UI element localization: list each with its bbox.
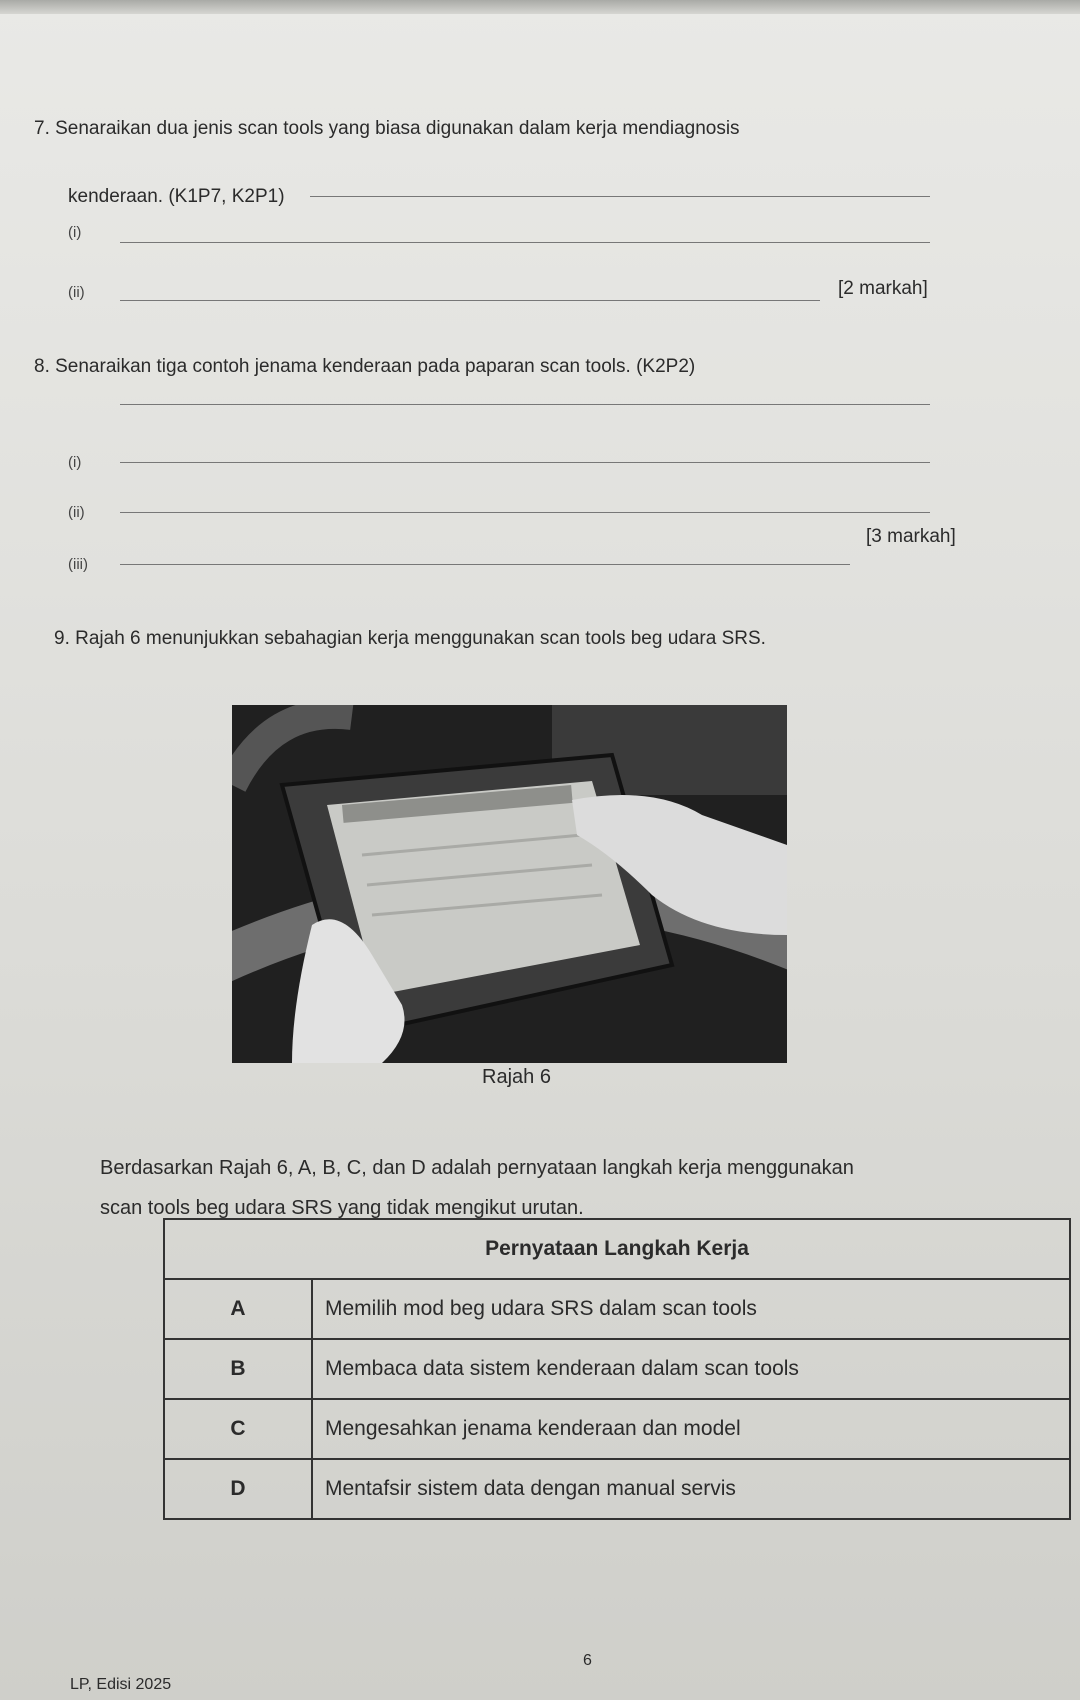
q8-answer-line-1 (120, 462, 930, 463)
table-row (164, 1399, 1070, 1459)
scan-tool-illustration (232, 705, 787, 1063)
q8-marks: [3 markah] (866, 526, 956, 547)
q7-text: 7. Senaraikan dua jenis scan tools yang biasa digunakan dalam kerja mendiagnosis (34, 118, 740, 139)
q8-text: 8. Senaraikan tiga contoh jenama kenderaan pada paparan scan tools. (K2P2) (34, 356, 696, 377)
q9-intro-line2: scan tools beg udara SRS yang tidak mengikut urutan. (100, 1197, 584, 1219)
q7-answer-line-0 (310, 196, 930, 197)
q7-item-ii: (ii) (68, 284, 85, 301)
row-text: Memilih mod beg udara SRS dalam scan tools (312, 1279, 1070, 1339)
q7-answer-line-1 (120, 242, 930, 243)
table-header-row (164, 1219, 1070, 1279)
q9-intro-line1: Berdasarkan Rajah 6, A, B, C, dan D adalah pernyataan langkah kerja menggunakan (100, 1157, 854, 1179)
q8-answer-line-2 (120, 512, 930, 513)
page-top-edge (0, 0, 1080, 14)
q7-answer-line-2 (120, 300, 820, 301)
row-letter: C (164, 1399, 312, 1459)
row-letter: D (164, 1459, 312, 1519)
q7-marks: [2 markah] (838, 278, 928, 299)
figure-caption: Rajah 6 (482, 1066, 551, 1088)
row-letter: A (164, 1279, 312, 1339)
row-letter: B (164, 1339, 312, 1399)
row-text: Mentafsir sistem data dengan manual servis (312, 1459, 1070, 1519)
table-header: Pernyataan Langkah Kerja (164, 1219, 1070, 1279)
table-row (164, 1279, 1070, 1339)
q7-text-cont: kenderaan. (K1P7, K2P1) (68, 186, 285, 207)
q9-text: 9. Rajah 6 menunjukkan sebahagian kerja menggunakan scan tools beg udara SRS. (54, 628, 766, 649)
steps-table (163, 1218, 1071, 1520)
q8-item-iii: (iii) (68, 556, 88, 573)
q8-item-i: (i) (68, 454, 82, 471)
q8-answer-line-0 (120, 404, 930, 405)
figure-scan-tool-photo (232, 705, 787, 1063)
table-row (164, 1339, 1070, 1399)
q8-answer-line-3 (120, 564, 850, 565)
edition-label: LP, Edisi 2025 (70, 1676, 172, 1693)
row-text: Mengesahkan jenama kenderaan dan model (312, 1399, 1070, 1459)
q8-item-ii: (ii) (68, 504, 85, 521)
q7-item-i: (i) (68, 224, 82, 241)
page-number: 6 (583, 1652, 592, 1669)
table-row (164, 1459, 1070, 1519)
row-text: Membaca data sistem kenderaan dalam scan tools (312, 1339, 1070, 1399)
